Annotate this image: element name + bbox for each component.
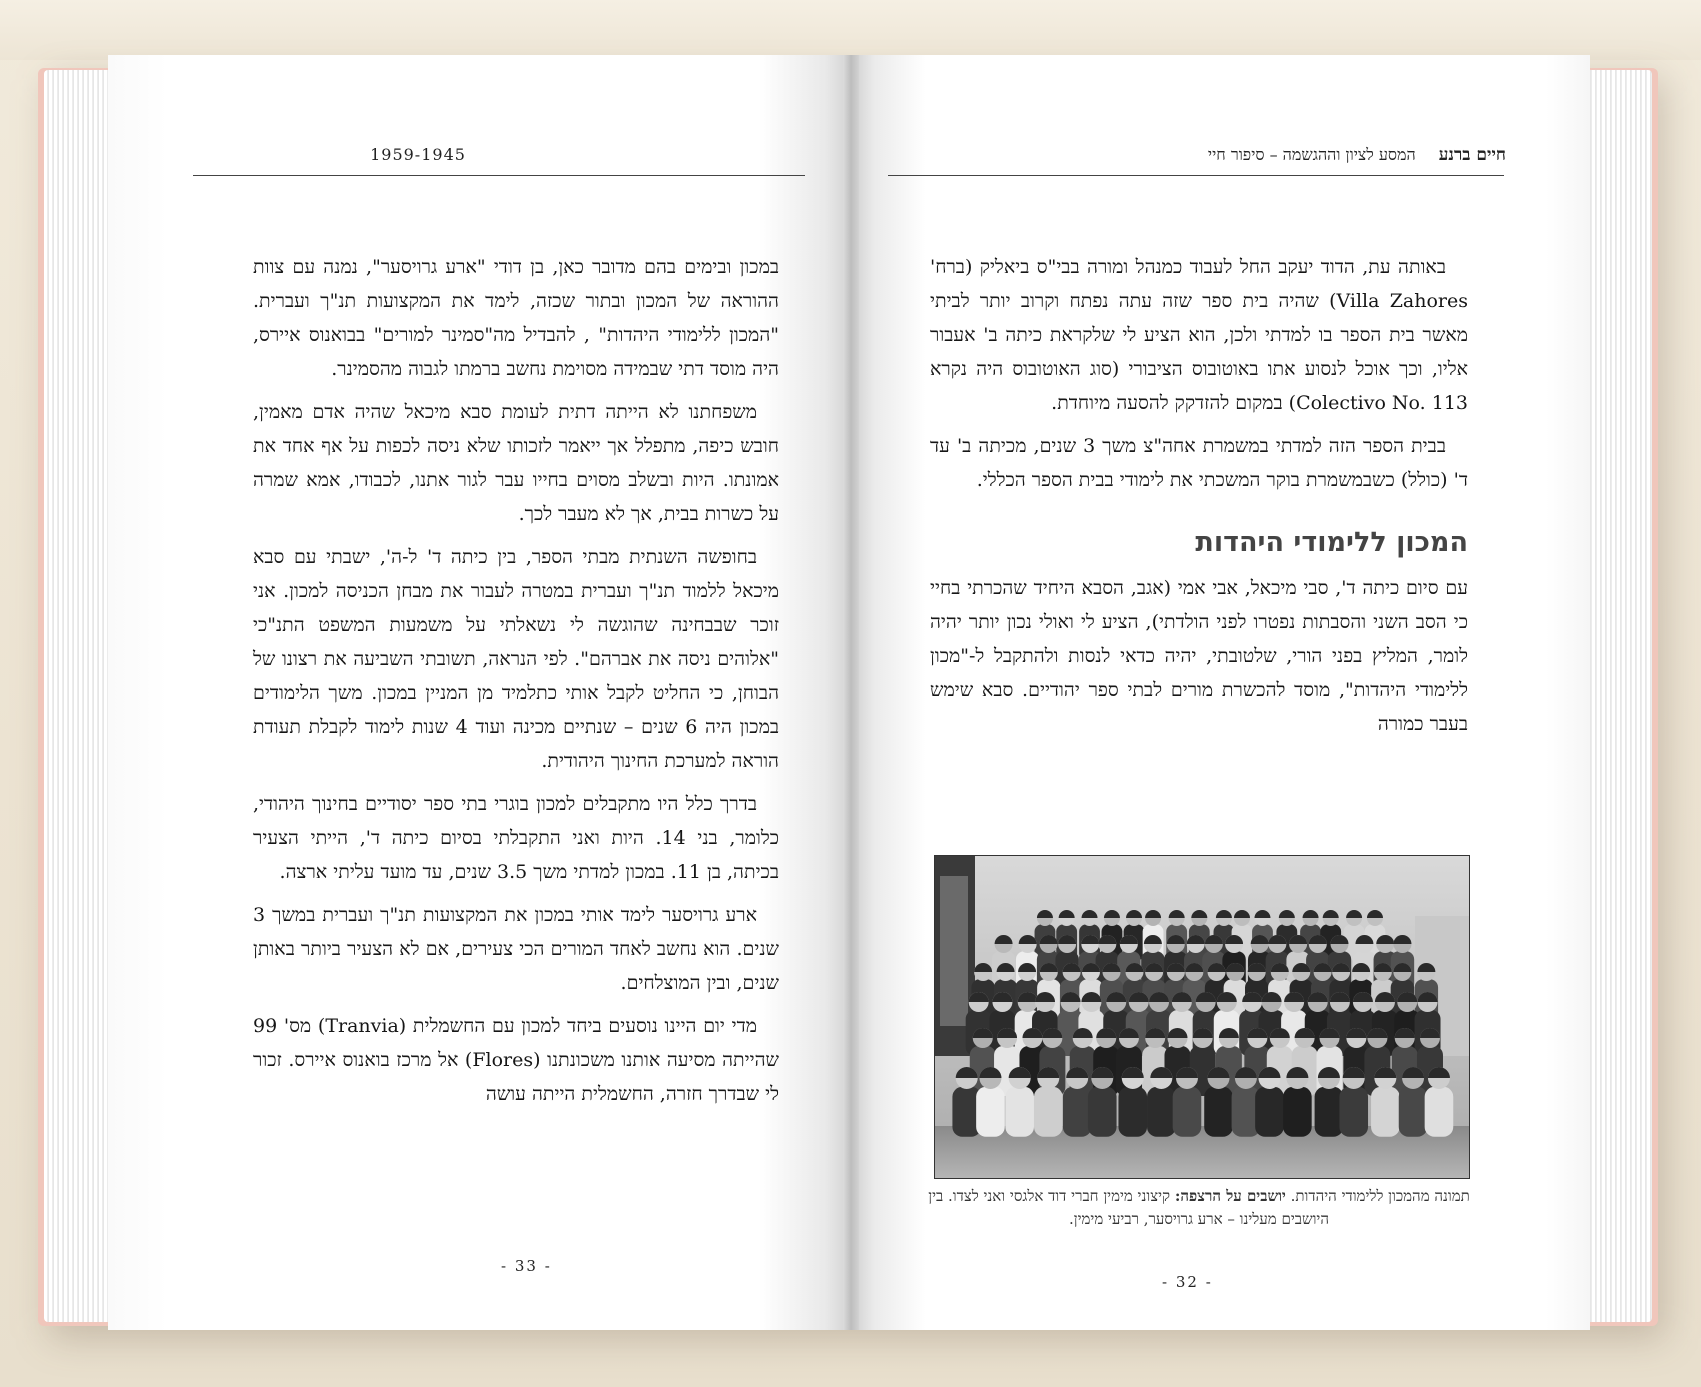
caption-bold: יושבים על הרצפה: [1174,1187,1286,1205]
caption-text: קיצוני מימין חברי דוד אלגסי ואני לצדו. בין היושבים מעלינו – ארע גרויסער, רביעי מימין. [928,1187,1329,1228]
page-edges-right [1580,70,1652,1322]
paragraph: בבית הספר הזה למדתי במשמרת אחה"צ משך 3 שנים, מכיתה ב' עד ד' (כולל) כשבמשמרת בוקר המשכתי את לימודי בבית הספר הכללי. [930,435,1468,491]
book-gutter [843,55,859,1330]
person-body [1034,1087,1063,1137]
caption-intro: תמונה מהמכון ללימודי היהדות. [1290,1187,1470,1205]
paragraph: במכון ובימים בהם מדובר כאן, בן דודי "ארע גרויסער", נמנה עם צוות ההוראה של המכון ובתור שכזה, לימד את המקצועות תנ"ך ועברית. "המכון ללימודי היהדות" , להבדיל מה"סמינר למורים" בבואנוס איירס, היה מוסד דתי שבמידה מסוימת נחשב ברמתו לגבוה מהסמינר. [253,256,779,380]
person-body [1283,1087,1312,1137]
section-heading: המכון ללימודי היהדות [1195,527,1468,558]
person-body [1315,1087,1344,1137]
page-number: - 32 - [1162,1273,1213,1291]
header-rule [193,175,805,176]
header-rule [888,175,1504,176]
running-head-title: המסע לציון וההגשמה – סיפור חיי [1207,145,1416,164]
right-page [852,55,1590,1330]
background-wall [0,0,1701,60]
paragraph: באותה עת, הדוד יעקב החל לעבוד כמנהל ומורה בבי"ס ביאליק (ברח' Villa Zahores) שהיה בית ספר שזה עתה נפתח וקרוב יותר לביתי מאשר בית הספר בו למדתי ולכן, הוא הציע לי שלקראת כיתה ב' אעבור אליו, וכך אוכל לנסוע אתו באוטובוס הציבורי (סוג האוטובוס היה נקרא Colectivo No. 113) במקום להזדקק להסעה מיוחדת. [930,256,1468,414]
right-page-body [930,250,1468,750]
person-body [1005,1087,1034,1137]
person-body [1371,1087,1400,1137]
left-page-body [253,250,779,1120]
paragraph: עם סיום כיתה ד', סבי מיכאל, אבי אמי (אגב, הסבא היחיד שהכרתי בחיי כי הסב השני והסבתות נפטרו לפני הולדתי), הציע לי ואולי נכון יותר יהיה לומר, המליץ בפני הורי, שלטובתי, יהיה כדאי לנסות ולהתקבל ל-"מכון ללימודי היהדות", מוסד להכשרת מורים לבתי ספר יהודיים. סבא שימש בעבר כמורה [930,577,1468,735]
person-body [1063,1087,1092,1137]
running-head-author: חיים ברנע [1438,145,1506,165]
paragraph: משפחתנו לא הייתה דתית לעומת סבא מיכאל שהיה אדם מאמין, חובש כיפה, מתפלל אך ייאמר לזכותו שלא ניסה לכפות על אף אחד את אמונתו. היות ובשלב מסוים בחייו עבר לגור אתנו, לכבודו, אמא שמרה על כשרות בבית, אך לא מעבר לכך. [253,401,779,525]
group-photo [934,855,1470,1179]
page-edges-left [44,70,116,1322]
paragraph: בחופשה השנתית מבתי הספר, בין כיתה ד' ל-ה', ישבתי עם סבא מיכאל ללמוד תנ"ך ועברית במטרה לעבור את מבחן הכניסה למכון. אני זוכר שבבחינה שהוגשה לי נשאלתי על משמעות המשפט התנ"כי "אלוהים ניסה את אברהם". לפי הנראה, תשובתי השביעה את רצונו של הבוחן, כי החליט לקבל אותי כתלמיד מן המניין במכון. משך הלימודים במכון היה 6 שנים – שנתיים מכינה ועוד 4 שנות לימוד לקבלת תעודת הוראה למערכת החינוך היהודית. [253,546,780,772]
paragraph: בדרך כלל היו מתקבלים למכון בוגרי בתי ספר יסודיים בחינוך היהודי, כלומר, בני 14. היות ואני התקבלתי בסיום כיתה ד', הייתי הצעיר בכיתה, בן 11. במכון למדתי משך 3.5 שנים, עד מועד עליתי ארצה. [253,793,779,883]
running-head [1208,145,1506,165]
person-body [976,1087,1005,1137]
paragraph: ארע גרויסער לימד אותי במכון את המקצועות תנ"ך ועברית במשך 3 שנים. הוא נחשב לאחד המורים הכי צעירים, אם לא הצעיר ביותר באותן שנים, ובין המוצלחים. [253,904,779,994]
person-body [1399,1087,1428,1137]
person-body [1255,1087,1284,1137]
photo-caption [924,1185,1474,1231]
left-page [108,55,848,1330]
person-body [1425,1087,1454,1137]
person-body [1173,1087,1202,1137]
person-body [1339,1087,1368,1137]
person-body [1147,1087,1176,1137]
running-head-years: 1959-1945 [370,145,466,164]
person-body [1118,1087,1147,1137]
person-body [1088,1087,1117,1137]
person-body [1204,1087,1233,1137]
paragraph: מדי יום היינו נוסעים ביחד למכון עם החשמלית (Tranvia) מס' 99 שהייתה מסיעה אותנו משכונתנו (Flores) אל מרכז בואנוס איירס. זכור לי שבדרך חזרה, החשמלית הייתה עושה [253,1015,779,1105]
page-number: - 33 - [501,1257,552,1275]
group-photo-illustration [935,856,1469,1178]
